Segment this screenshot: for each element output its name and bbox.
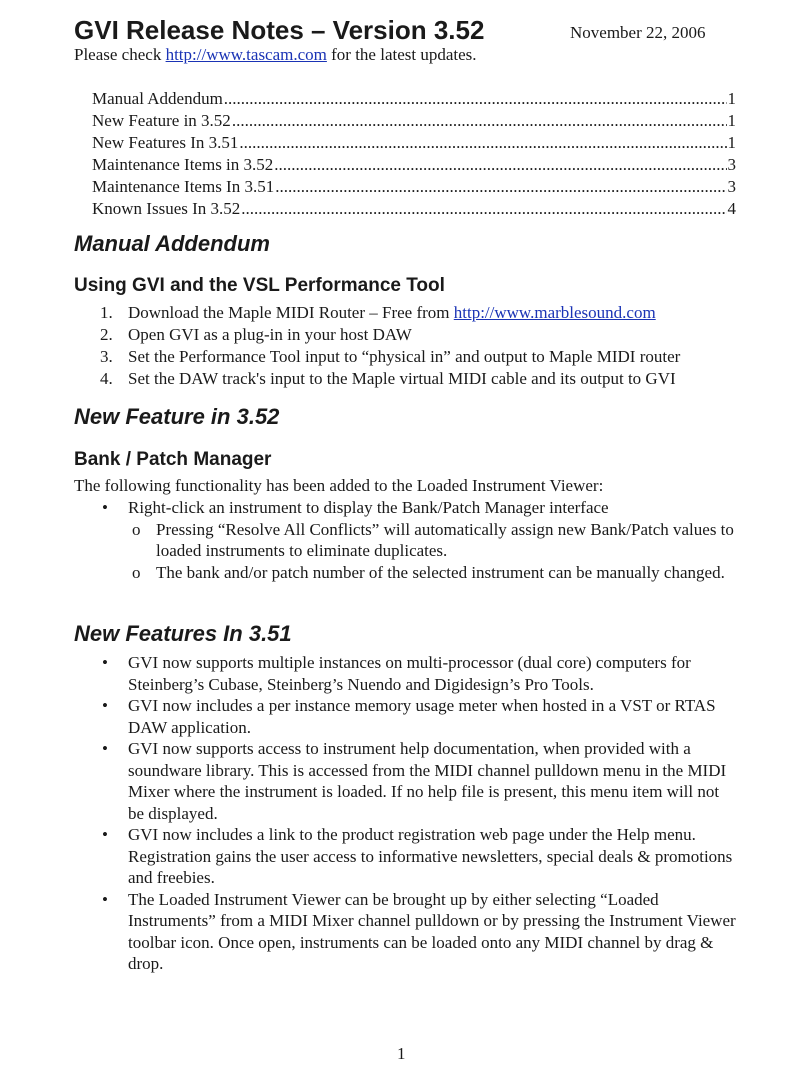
step-number: 1. xyxy=(100,303,113,322)
release-date: November 22, 2006 xyxy=(570,23,706,42)
sub-bullet-text: The bank and/or patch number of the selected instrument can be manually changed. xyxy=(156,562,725,582)
bank-patch-intro: The following functionality has been added to the Loaded Instrument Viewer: xyxy=(74,476,604,495)
page-number: 1 xyxy=(397,1044,406,1063)
updates-note xyxy=(74,44,477,66)
bullet-icon: • xyxy=(102,498,108,517)
toc-entry-page: 3 xyxy=(727,155,736,174)
toc-entry[interactable] xyxy=(92,198,736,220)
list-item xyxy=(100,889,736,975)
list-item xyxy=(96,368,786,390)
bullet-text: GVI now includes a link to the product registration web page under the Help menu. Registration gains the user access to informative newsletters, special deals & promotions and freebies. xyxy=(128,825,733,887)
bullet-text: GVI now includes a per instance memory usage meter when hosted in a VST or RTAS DAW application. xyxy=(128,696,716,737)
list-item xyxy=(96,346,786,368)
vsl-performance-subheading: Using GVI and the VSL Performance Tool xyxy=(74,275,445,296)
document-title: GVI Release Notes – Version 3.52 xyxy=(74,15,485,45)
sub-bullet-text: Pressing “Resolve All Conflicts” will automatically assign new Bank/Patch values to loaded instruments to eliminate duplicates. xyxy=(156,519,734,560)
hollow-bullet-icon: o xyxy=(132,562,141,582)
step-number: 4. xyxy=(100,369,113,388)
bullet-text: The Loaded Instrument Viewer can be brought up by either selecting “Loaded Instruments” from a MIDI Mixer channel pulldown or by pressing the Instrument Viewer toolbar icon. Once open, instruments can be loaded onto any MIDI channel by drag & drop. xyxy=(128,889,736,973)
step-number: 2. xyxy=(100,325,113,344)
toc-leader-dots xyxy=(275,176,726,198)
bullet-icon: • xyxy=(102,739,108,758)
toc-leader-dots xyxy=(241,198,726,220)
toc-entry-page: 1 xyxy=(727,111,736,130)
bullet-text: Right-click an instrument to display the Bank/Patch Manager interface xyxy=(128,498,609,517)
new-features-351-list xyxy=(100,652,736,975)
toc-entry-label: Maintenance Items in 3.52 xyxy=(92,155,274,174)
updates-note-prefix: Please check xyxy=(74,45,166,64)
new-features-351-heading: New Features In 3.51 xyxy=(74,621,292,646)
toc-entry-page: 4 xyxy=(727,199,736,218)
toc-entry-label: Manual Addendum xyxy=(92,89,223,108)
list-item xyxy=(100,738,736,824)
step-text: Set the DAW track's input to the Maple virtual MIDI cable and its output to GVI xyxy=(128,369,676,388)
toc-leader-dots xyxy=(224,88,727,110)
bullet-icon: • xyxy=(102,653,108,672)
bullet-text: GVI now supports multiple instances on multi-processor (dual core) computers for Steinberg’s Cubase, Steinberg’s Nuendo and Digidesign’s Pro Tools. xyxy=(128,653,691,694)
toc-entry-page: 1 xyxy=(727,133,736,152)
list-item xyxy=(96,302,786,324)
manual-addendum-heading: Manual Addendum xyxy=(74,231,270,256)
toc-entry[interactable] xyxy=(92,110,736,132)
toc-leader-dots xyxy=(239,132,726,154)
sub-list-item xyxy=(128,562,736,584)
list-item xyxy=(100,695,736,738)
toc-entry[interactable] xyxy=(92,132,736,154)
list-item xyxy=(100,824,736,889)
step-text: Download the Maple MIDI Router – Free from xyxy=(128,303,454,322)
list-item xyxy=(100,652,736,695)
toc-entry-label: Known Issues In 3.52 xyxy=(92,199,241,218)
sub-list-item xyxy=(128,519,736,562)
bank-patch-manager-subheading: Bank / Patch Manager xyxy=(74,449,272,470)
marblesound-link[interactable]: http://www.marblesound.com xyxy=(453,303,656,322)
bullet-icon: • xyxy=(102,889,108,909)
list-item xyxy=(96,324,786,346)
updates-note-suffix: for the latest updates. xyxy=(326,45,477,64)
step-text: Set the Performance Tool input to “physical in” and output to Maple MIDI router xyxy=(128,347,681,366)
bullet-text: GVI now supports access to instrument help documentation, when provided with a soundware library. This is accessed from the MIDI channel pulldown menu in the MIDI Mixer where the instrument is loaded. If no help file is present, this menu item will not be displayed. xyxy=(128,739,727,823)
step-text: Open GVI as a plug-in in your host DAW xyxy=(128,325,412,344)
list-item xyxy=(100,497,736,519)
toc-leader-dots xyxy=(274,154,726,176)
toc-leader-dots xyxy=(232,110,727,132)
hollow-bullet-icon: o xyxy=(132,519,141,539)
bullet-icon: • xyxy=(102,825,108,844)
toc-entry-label: Maintenance Items In 3.51 xyxy=(92,177,275,196)
bullet-icon: • xyxy=(102,696,108,715)
step-number: 3. xyxy=(100,347,113,366)
tascam-link[interactable]: http://www.tascam.com xyxy=(165,45,327,64)
new-feature-352-heading: New Feature in 3.52 xyxy=(74,404,280,429)
table-of-contents xyxy=(92,88,736,220)
setup-steps-list xyxy=(96,302,786,390)
toc-entry-page: 1 xyxy=(727,89,736,108)
toc-entry[interactable] xyxy=(92,176,736,198)
toc-entry-page: 3 xyxy=(727,177,736,196)
toc-entry[interactable] xyxy=(92,154,736,176)
bank-patch-list xyxy=(100,497,736,583)
toc-entry-label: New Features In 3.51 xyxy=(92,133,239,152)
toc-entry-label: New Feature in 3.52 xyxy=(92,111,231,130)
toc-entry[interactable] xyxy=(92,88,736,110)
